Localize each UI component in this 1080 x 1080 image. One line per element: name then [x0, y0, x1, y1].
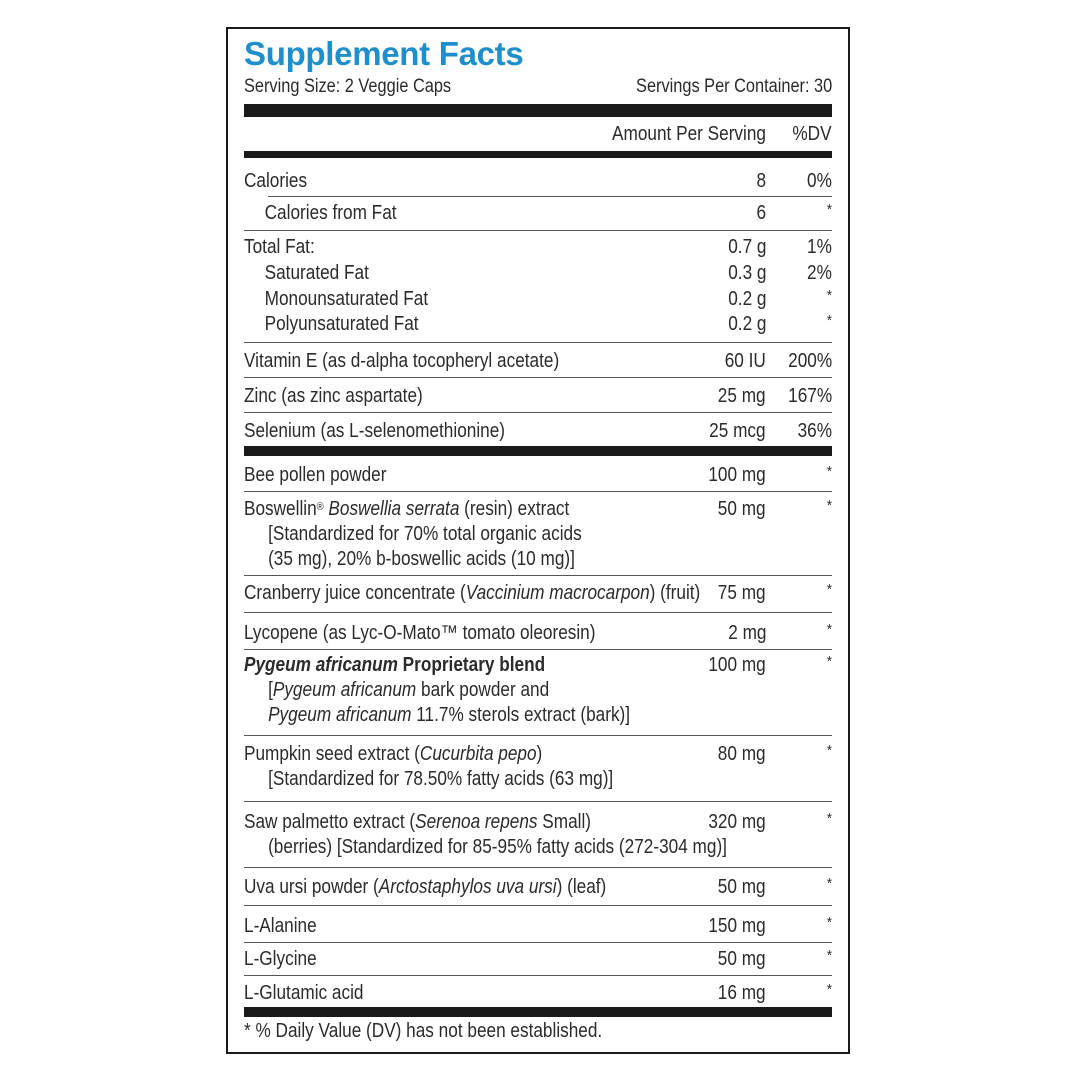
- ingredient-amount: 2 mg: [727, 622, 766, 644]
- ingredient-amount: 75 mg: [718, 582, 766, 604]
- column-header-amount: Amount Per Serving: [612, 123, 766, 145]
- ingredient-name: L-Glutamic acid: [244, 982, 364, 1004]
- nutrient-amount: 25 mg: [718, 385, 766, 407]
- nutrient-amount: 0.2 g: [727, 288, 766, 310]
- divider: [244, 735, 832, 736]
- divider: [244, 801, 832, 802]
- supplement-facts-panel: [226, 27, 850, 1054]
- ingredient-dv: *: [826, 742, 832, 759]
- divider: [268, 196, 832, 197]
- ingredient-name-part: Small): [537, 811, 592, 833]
- nutrient-name: Vitamin E (as d-alpha tocopheryl acetate): [244, 350, 560, 372]
- divider: [244, 377, 832, 378]
- ingredient-amount: 100 mg: [708, 654, 766, 676]
- ingredient-dv: *: [826, 981, 832, 998]
- ingredient-name: Lycopene (as Lyc-O-Mato™ tomato oleoresin): [244, 622, 596, 644]
- serving-size: Serving Size: 2 Veggie Caps: [244, 76, 452, 97]
- nutrient-name: Saturated Fat: [264, 262, 369, 284]
- serving-info: [244, 76, 833, 98]
- ingredient-dv: *: [826, 621, 832, 638]
- nutrient-dv: *: [826, 287, 832, 304]
- nutrient-amount: 60 IU: [724, 350, 766, 372]
- nutrient-amount: 6: [756, 202, 766, 224]
- ingredient-dv: *: [826, 914, 832, 931]
- ingredient-dv: *: [826, 581, 832, 598]
- nutrient-dv: *: [826, 312, 832, 329]
- ingredient-name: [244, 653, 630, 728]
- footnote: * % Daily Value (DV) has not been established.: [244, 1020, 603, 1042]
- thick-divider: [244, 1007, 832, 1017]
- nutrient-amount: 8: [756, 170, 766, 192]
- nutrient-amount: 0.7 g: [727, 236, 766, 258]
- standardization-line: (berries) [Standardized for 85-95% fatty acids (272-304 mg)]: [268, 836, 727, 858]
- ingredient-amount: 50 mg: [718, 876, 766, 898]
- divider: [244, 867, 832, 868]
- nutrient-name: Total Fat:: [244, 236, 315, 258]
- ingredient-amount: 50 mg: [718, 948, 766, 970]
- divider: [244, 905, 832, 906]
- blend-line-part: bark powder and: [416, 679, 550, 701]
- ingredient-name-part: Boswellin: [244, 498, 317, 520]
- ingredient-amount: 150 mg: [708, 915, 766, 937]
- ingredient-name-part: ) (leaf): [556, 876, 607, 898]
- divider: [244, 491, 832, 492]
- ingredient-name-part: ): [536, 743, 543, 765]
- bracket: [: [268, 679, 273, 701]
- blend-line-part: 11.7% sterols extract (bark)]: [411, 704, 631, 726]
- ingredient-dv: *: [826, 810, 832, 827]
- divider: [244, 230, 832, 231]
- divider: [244, 612, 832, 613]
- nutrient-name: Calories: [244, 170, 308, 192]
- ingredient-row-pumpkin-seed: [244, 742, 832, 796]
- ingredient-row-pygeum: [244, 653, 832, 733]
- ingredient-name-part: ) (fruit): [649, 582, 701, 604]
- blend-line: [244, 679, 549, 701]
- divider: [244, 649, 832, 650]
- nutrient-amount: 25 mcg: [709, 420, 766, 442]
- divider: [244, 412, 832, 413]
- nutrient-dv: 36%: [797, 420, 832, 442]
- nutrient-amount: 0.2 g: [727, 313, 766, 335]
- ingredient-name-part: Uva ursi powder (: [244, 876, 379, 898]
- latin-name: Serenoa repens: [415, 811, 538, 833]
- panel-title: Supplement Facts: [244, 35, 524, 72]
- ingredient-name: Bee pollen powder: [244, 464, 387, 486]
- nutrient-dv: 1%: [807, 236, 832, 258]
- standardization-line: [Standardized for 78.50% fatty acids (63 mg)]: [268, 768, 614, 790]
- nutrient-name: Zinc (as zinc aspartate): [244, 385, 423, 407]
- ingredient-row-saw-palmetto: [244, 810, 832, 864]
- thick-divider: [244, 446, 832, 456]
- nutrient-name: Calories from Fat: [264, 202, 397, 224]
- nutrient-name: Monounsaturated Fat: [264, 288, 429, 310]
- divider: [244, 575, 832, 576]
- ingredient-amount: 50 mg: [718, 498, 766, 520]
- latin-name: Arctostaphylos uva ursi: [378, 876, 557, 898]
- nutrient-name: Polyunsaturated Fat: [264, 313, 419, 335]
- ingredient-name: L-Glycine: [244, 948, 317, 970]
- registered-mark: ®: [316, 501, 324, 513]
- nutrient-dv: *: [826, 201, 832, 218]
- latin-name: Boswellia serrata: [328, 498, 460, 520]
- nutrient-name: Selenium (as L-selenomethionine): [244, 420, 506, 442]
- nutrient-dv: 167%: [788, 385, 832, 407]
- ingredient-name: L-Alanine: [244, 915, 317, 937]
- ingredient-dv: *: [826, 497, 832, 514]
- ingredient-name: [244, 742, 613, 792]
- nutrient-dv: 2%: [807, 262, 832, 284]
- ingredient-name: [244, 497, 582, 572]
- divider: [244, 942, 832, 943]
- ingredient-name-part: (resin) extract: [459, 498, 570, 520]
- ingredient-amount: 16 mg: [718, 982, 766, 1004]
- ingredient-amount: 320 mg: [708, 811, 766, 833]
- divider: [244, 975, 832, 976]
- latin-name: Pygeum africanum: [272, 679, 417, 701]
- latin-name: Vaccinium macrocarpon: [465, 582, 650, 604]
- ingredient-name-part: Saw palmetto extract (: [244, 811, 416, 833]
- servings-per-container: Servings Per Container: 30: [636, 76, 833, 97]
- ingredient-name: [244, 810, 727, 860]
- column-header-dv: %DV: [792, 123, 832, 145]
- ingredient-row-boswellin: [244, 497, 832, 573]
- nutrient-dv: 0%: [807, 170, 832, 192]
- medium-divider: [244, 151, 832, 158]
- ingredient-name: [244, 875, 606, 900]
- standardization-line: (35 mg), 20% b-boswellic acids (10 mg)]: [268, 548, 575, 570]
- thick-divider: [244, 104, 832, 117]
- ingredient-name-part: Pumpkin seed extract (: [244, 743, 420, 765]
- ingredient-dv: *: [826, 947, 832, 964]
- ingredient-name-part: Cranberry juice concentrate (: [244, 582, 466, 604]
- ingredient-dv: *: [826, 653, 832, 670]
- ingredient-amount: 80 mg: [718, 743, 766, 765]
- divider: [244, 342, 832, 343]
- latin-name: Cucurbita pepo: [419, 743, 537, 765]
- blend-line: [244, 704, 630, 726]
- ingredient-amount: 100 mg: [708, 464, 766, 486]
- latin-name: Pygeum africanum: [244, 654, 398, 676]
- ingredient-name: [244, 581, 700, 606]
- nutrient-amount: 0.3 g: [727, 262, 766, 284]
- ingredient-name-part: Proprietary blend: [397, 654, 546, 676]
- nutrient-dv: 200%: [788, 350, 832, 372]
- ingredient-dv: *: [826, 875, 832, 892]
- latin-name: Pygeum africanum: [268, 704, 412, 726]
- ingredient-dv: *: [826, 463, 832, 480]
- standardization-line: [Standardized for 70% total organic acids: [268, 523, 582, 545]
